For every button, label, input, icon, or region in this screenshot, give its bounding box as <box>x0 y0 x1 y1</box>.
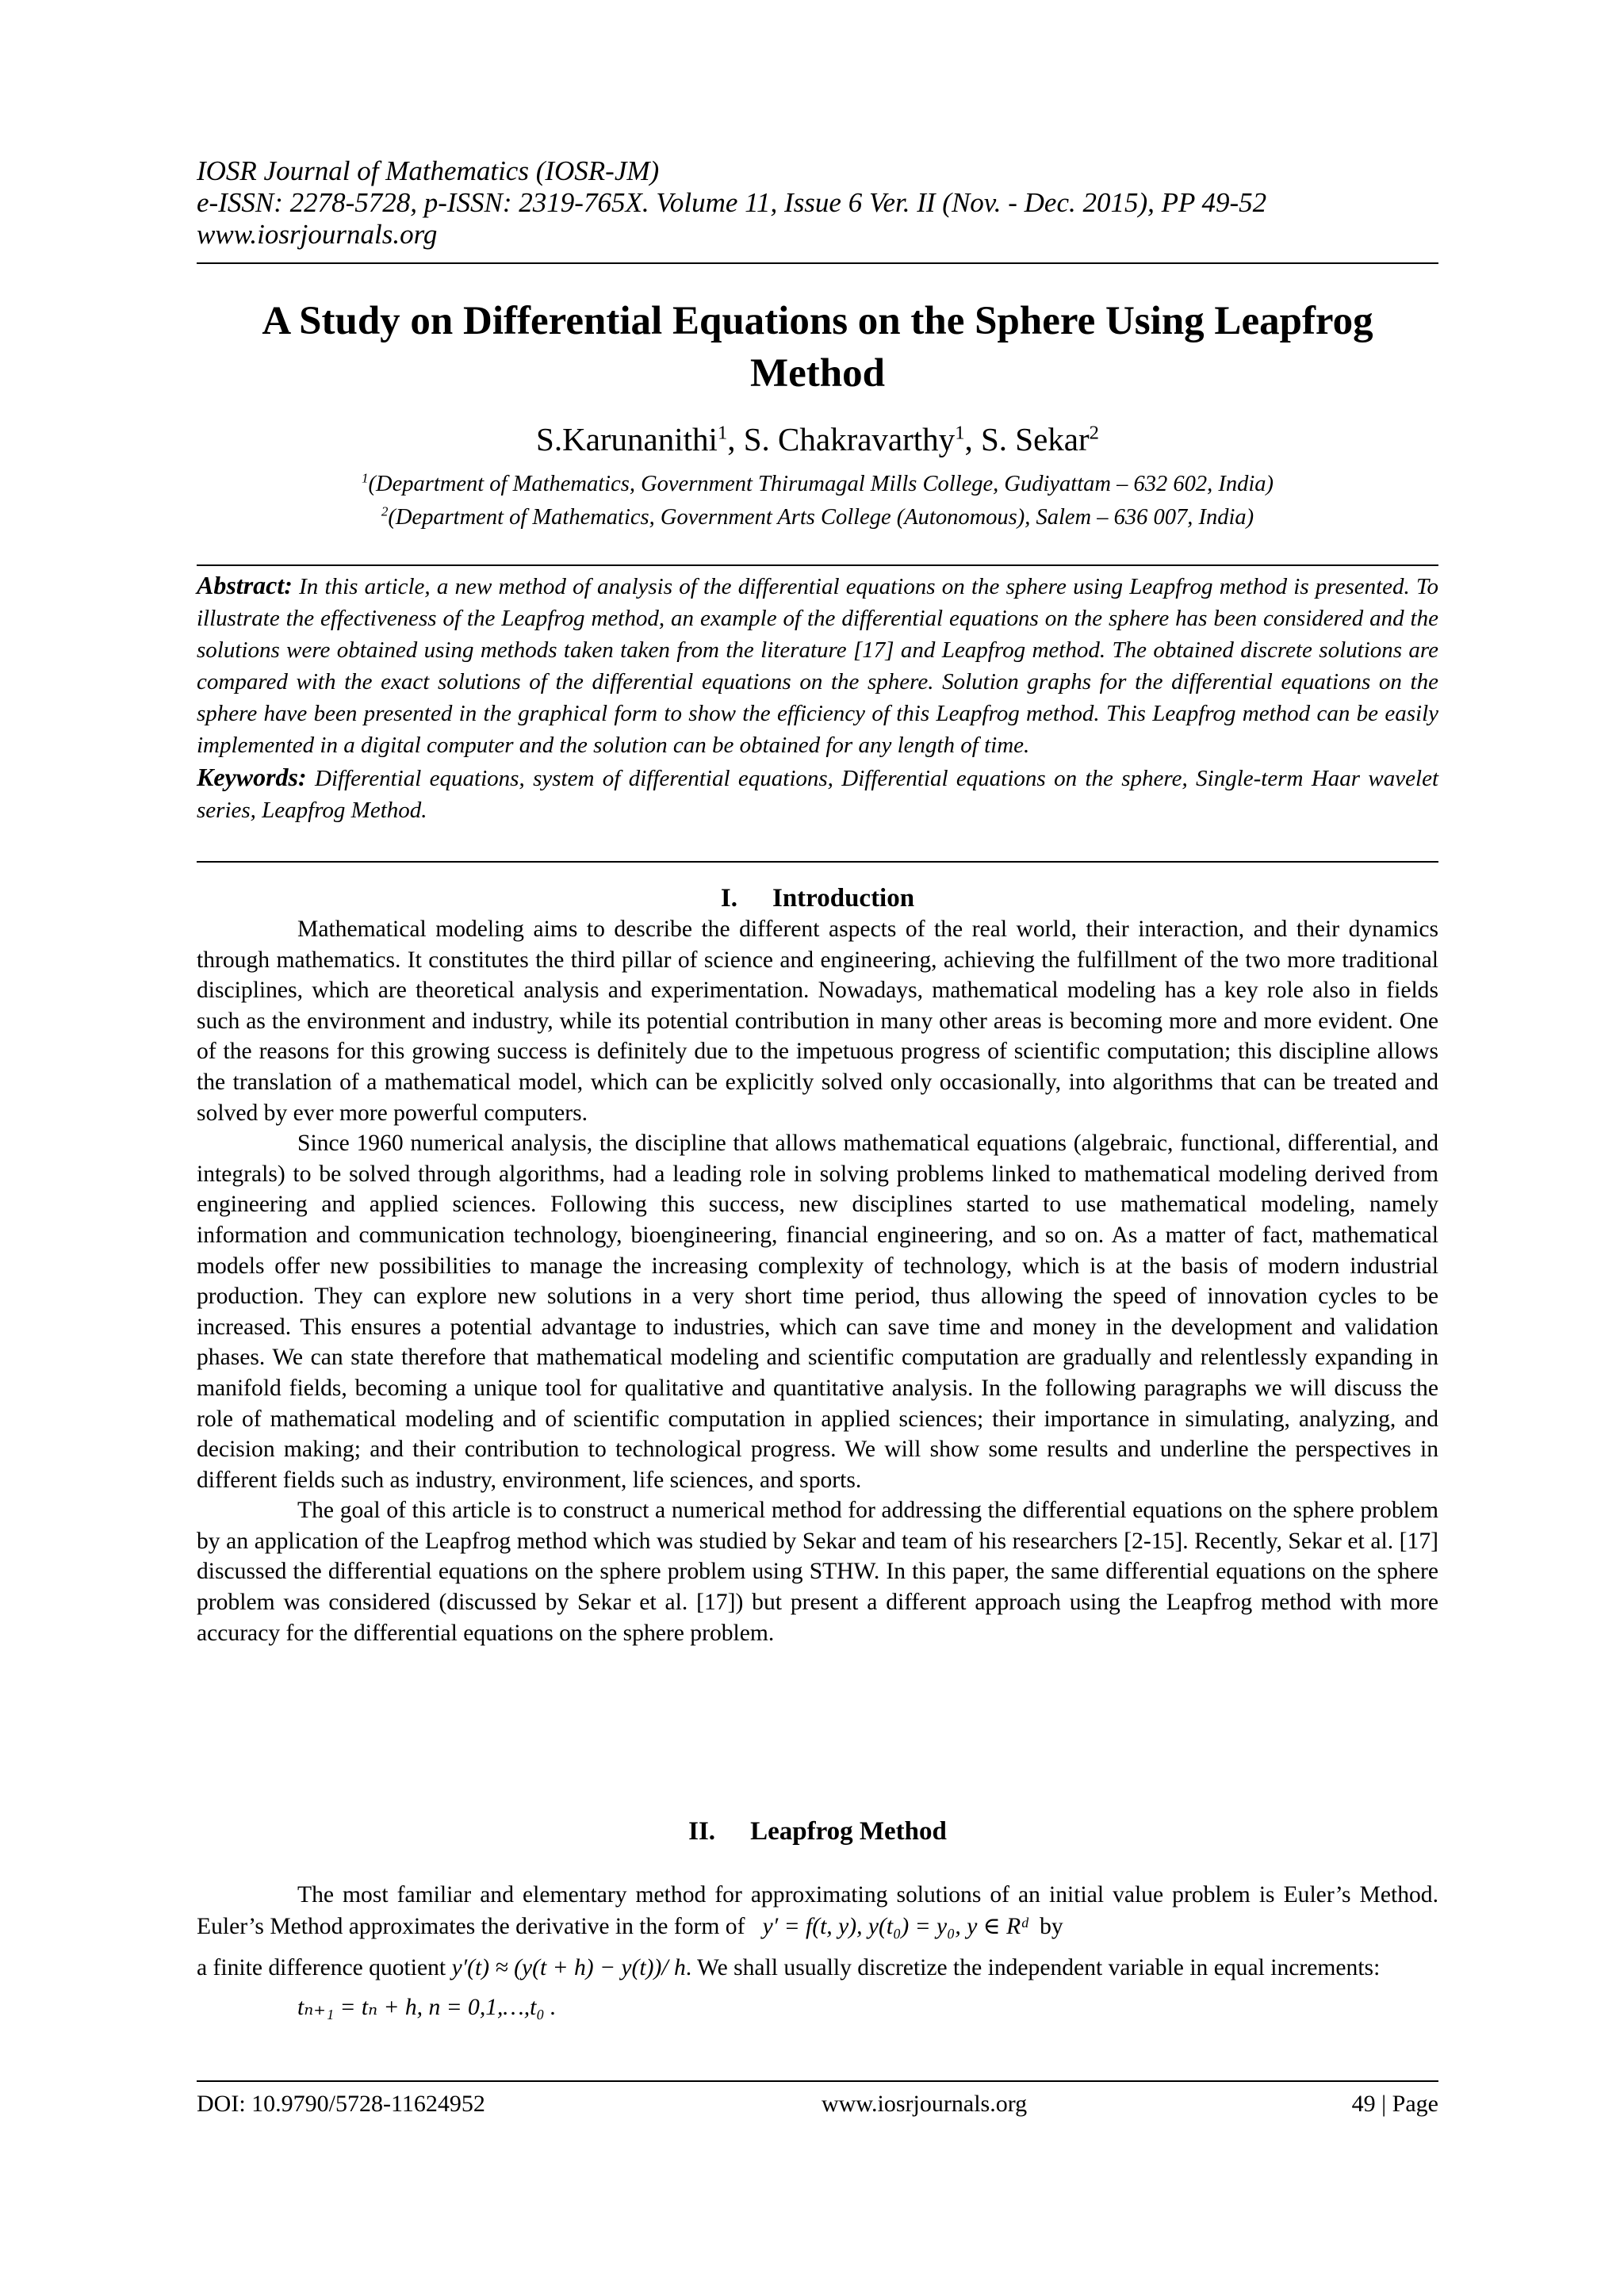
finite-difference-formula: y′(t) ≈ (y(t + h) − y(t))/ h <box>451 1955 686 1980</box>
abstract-rule-bottom <box>197 861 1438 863</box>
affiliation: $^2$(Department of Mathematics, Government Arts College (Autonomous), Salem – 636 007, India) <box>381 503 1254 530</box>
leapfrog-body <box>197 1879 1438 2023</box>
keywords-paragraph <box>197 761 1438 826</box>
affiliations <box>197 468 1438 534</box>
author-sup: 1 <box>717 422 728 444</box>
section-heading-leapfrog: II. Leapfrog Method <box>688 1817 947 1846</box>
issn-line: e-ISSN: 2278-5728, p-ISSN: 2319-765X. Volume 11, Issue 6 Ver. II (Nov. - Dec. 2015), PP 49-52 <box>197 187 1267 218</box>
body-paragraph: Since 1960 numerical analysis, the discipline that allows mathematical equations (algebraic, functional, differential, and integrals) to be solved through algorithms, had a leading role in solving problems linked to mathematical modeling derived from engineering and applied sciences. Following this success, new disciplines started to use mathematical modeling, namely information and communication technology, bioengineering, financial engineering, and so on. As a matter of fact, mathematical models offer new possibilities to manage the increasing complexity of technology, which is at the basis of modern industrial production. They can explore new solutions in a very short time period, thus allowing the speed of innovation cycles to be increased. This ensures a potential advantage to industries, which can save time and money in the development and validation phases. We can state therefore that mathematical modeling and scientific computation are gradually and relentlessly expanding in manifold fields, becoming a unique tool for qualitative and quantitative analysis. In the following paragraphs we will discuss the role of mathematical modeling and of scientific computation in applied sciences; their importance in simulating, analyzing, and decision making; and their contribution to technological progress. We will show some results and underline the perspectives in different fields such as industry, environment, life sciences, and sports. <box>197 1131 1438 1493</box>
abstract-rule-top <box>197 564 1438 566</box>
footer-rule <box>197 2080 1438 2082</box>
abstract-text: In this article, a new method of analysis of the differential equations on the sphere using Leapfrog method is presented. To illustrate the effectiveness of the Leapfrog method, an example of the differential equations on the sphere has been considered and the solutions were obtained using methods taken taken from the literature [17] and Leapfrog method. The obtained discrete solutions are compared with the exact solutions of the differential equations on the sphere. Solution graphs for the differential equations on the sphere have been presented in the graphical form to show the efficiency of this Leapfrog method. This Leapfrog method can be easily implemented in a digital computer and the solution can be obtained for any length of time. <box>197 574 1439 758</box>
author-sup: 2 <box>1089 422 1099 444</box>
discretization-equation: tₙ₊₁ = tₙ + h, n = 0,1,…,t₀ . <box>297 1995 557 2020</box>
doi[interactable]: DOI: 10.9790/5728-11624952 <box>197 2091 485 2117</box>
section-heading-introduction: I. Introduction <box>720 884 915 913</box>
author-sup: 1 <box>955 422 965 444</box>
keywords-label: Keywords: <box>197 763 307 791</box>
footer-website[interactable]: www.iosrjournals.org <box>822 2091 1028 2117</box>
author-name: S.Karunanithi <box>536 421 718 457</box>
journal-website[interactable]: www.iosrjournals.org <box>197 219 438 250</box>
abstract-label: Abstract: <box>197 571 293 599</box>
header-rule <box>197 262 1438 264</box>
author-name: S. Sekar <box>980 421 1090 457</box>
ode-equation: y′ = f(t, y), y(t₀) = y₀, y ∈ Rᵈ <box>762 1914 1028 1939</box>
abstract-paragraph <box>197 569 1438 761</box>
body-paragraph: The most familiar and elementary method for approximating solutions of an initial value problem is Euler’s Method. Euler’s Method approximates the derivative in the form of y′ = f(t, y), y(t₀) = y₀, y ∈ Rᵈ by <box>197 1882 1438 1939</box>
affiliation: $^1$(Department of Mathematics, Government Thirumagal Mills College, Gudiyattam – 632 602, India) <box>362 470 1274 496</box>
journal-header <box>197 155 1438 251</box>
paper-page <box>197 0 1438 2296</box>
body-paragraph: Mathematical modeling aims to describe the different aspects of the real world, their interaction, and their dynamics through mathematics. It constitutes the third pillar of science and engineering, achieving the fulfillment of the two more traditional disciplines, which are theoretical analysis and experimentation. Nowadays, mathematical modeling has a key role also in fields such as the environment and industry, while its potential contribution in many other areas is becoming more and more evident. One of the reasons for this growing success is definitely due to the impetuous progress of scientific computation; this discipline allows the translation of a mathematical model, which can be explicitly solved only occasionally, into algorithms that can be treated and solved by ever more powerful computers. <box>197 916 1438 1126</box>
body-paragraph: The goal of this article is to construct a numerical method for addressing the differential equations on the sphere problem by an application of the Leapfrog method which was studied by Sekar and team of his researchers [2-15]. Recently, Sekar et al. [17] discussed the differential equations on the sphere problem using STHW. In this paper, the same differential equations on the sphere problem was considered (discussed by Sekar et al. [17]) but present a different approach using the Leapfrog method with more accuracy for the differential equations on the sphere problem. <box>197 1498 1438 1646</box>
introduction-body <box>197 914 1438 1648</box>
journal-name: IOSR Journal of Mathematics (IOSR-JM) <box>197 155 660 186</box>
body-paragraph: a finite difference quotient y′(t) ≈ (y(t + h) − y(t))/ h. We shall usually discretize the independent variable in equal increments: <box>197 1955 1381 1980</box>
page-number: 49 | Page <box>1351 2091 1438 2117</box>
author-name: S. Chakravarthy <box>743 421 956 457</box>
keywords-text: Differential equations, system of differential equations, Differential equations on the sphere, Single-term Haar wavelet series, Leapfrog Method. <box>197 766 1438 823</box>
abstract-block <box>197 569 1438 826</box>
author-list: S.Karunanithi$^1$, S. Chakravarthy$^1$, S. Sekar$^2$ <box>536 421 1099 457</box>
paper-title: A Study on Differential Equations on the Sphere Using Leapfrog Method <box>262 299 1373 396</box>
